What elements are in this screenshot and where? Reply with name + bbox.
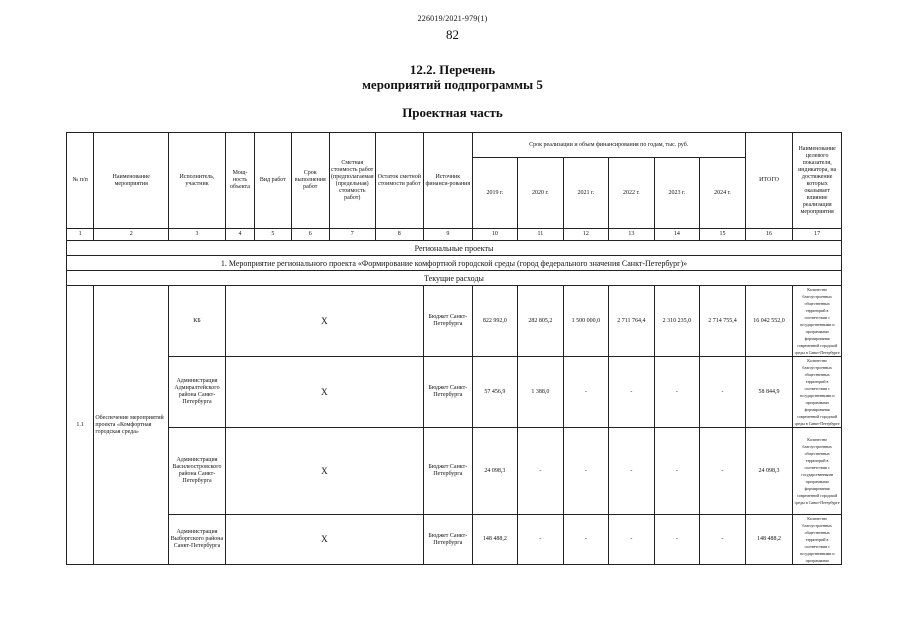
row-value-2021: 1 500 000,0 xyxy=(563,286,609,357)
row-indicator: Количество благоустроенных общественных территорий в соответствии с государственными и программами формирования современной городской среды в Санкт-Петербурге xyxy=(794,287,840,355)
row-source: Бюджет Санкт-Петербурга xyxy=(424,515,473,565)
row-value-2023: 2 310 235,0 xyxy=(654,286,700,357)
table-row xyxy=(67,428,842,515)
row-executor: Администрация Выборгского района Санкт-Петербурга xyxy=(169,515,226,565)
row-value-2020: 282 805,2 xyxy=(518,286,564,357)
col-number: 16 xyxy=(745,229,793,241)
row-executor: КБ xyxy=(169,286,226,357)
col-header-2024: 2024 г. xyxy=(700,158,746,229)
col-header-remainder: Остаток сметной стоимости работ xyxy=(375,133,424,229)
col-number: 9 xyxy=(424,229,473,241)
row-source: Бюджет Санкт-Петербурга xyxy=(424,286,473,357)
col-header-work-type: Вид работ xyxy=(255,133,291,229)
row-event-name: Обеспечение мероприятий проекта «Комфортная городская среда» xyxy=(94,286,169,565)
table-row xyxy=(67,286,842,357)
row-indicator: Количество благоустроенных общественных территорий в соответствии с государственными и программами формирования современной городской среды в Санкт-Петербурге xyxy=(794,358,840,426)
col-header-capacity: Мощ-ность объекта xyxy=(225,133,254,229)
row-value-2022: - xyxy=(609,515,655,565)
col-header-2023: 2023 г. xyxy=(654,158,700,229)
page-number: 82 xyxy=(446,27,459,42)
row-value-2024: - xyxy=(700,515,746,565)
row-mark: X xyxy=(225,286,423,357)
section-row-regional xyxy=(67,241,842,256)
col-number: 7 xyxy=(329,229,375,241)
col-number: 12 xyxy=(563,229,609,241)
row-mark: X xyxy=(225,428,423,515)
row-executor: Администрация Адмиралтейского района Санкт-Петербурга xyxy=(169,357,226,428)
table-header-row xyxy=(67,133,842,158)
col-number: 17 xyxy=(793,229,842,241)
row-source: Бюджет Санкт-Петербурга xyxy=(424,428,473,515)
col-number: 5 xyxy=(255,229,291,241)
title-line-1: 12.2. Перечень xyxy=(409,62,496,77)
row-value-2022: 2 711 764,4 xyxy=(609,286,655,357)
col-header-years-group: Срок реализации и объем финансирования по годам, тыс. руб. xyxy=(472,133,745,158)
row-value-2023: - xyxy=(654,515,700,565)
col-header-num: № п/п xyxy=(67,133,94,229)
section-row-current xyxy=(67,271,842,286)
row-indicator: Количество благоустроенных общественных территорий в соответствии с государственными программами формирования современной городской среды в Санкт-Петербурге xyxy=(793,428,842,515)
row-value-2019: 24 098,3 xyxy=(472,428,518,515)
section-current-expenses: Текущие расходы xyxy=(67,271,842,286)
row-value-2022: - xyxy=(609,428,655,515)
col-number: 6 xyxy=(291,229,329,241)
section-subtitle: Проектная часть xyxy=(402,105,503,120)
page-title xyxy=(0,62,905,92)
col-header-total: ИТОГО xyxy=(745,133,793,229)
row-executor: Администрация Василеостровского района Санкт-Петербурга xyxy=(169,428,226,515)
col-header-2019: 2019 г. xyxy=(472,158,518,229)
row-value-2023: - xyxy=(654,428,700,515)
section-regional-projects: Региональные проекты xyxy=(67,241,842,256)
col-number: 15 xyxy=(700,229,746,241)
row-value-2021: - xyxy=(563,515,609,565)
row-total: 58 844,9 xyxy=(745,357,793,428)
col-number: 13 xyxy=(609,229,655,241)
row-value-2020: 1 388,0 xyxy=(518,357,564,428)
row-mark: X xyxy=(225,357,423,428)
col-number: 8 xyxy=(375,229,424,241)
col-header-2020: 2020 г. xyxy=(518,158,564,229)
col-number: 1 xyxy=(67,229,94,241)
row-mark: X xyxy=(225,515,423,565)
col-header-executor: Исполнитель, участник xyxy=(169,133,226,229)
row-total: 16 042 552,0 xyxy=(745,286,793,357)
table-row xyxy=(67,357,842,428)
row-value-2022: - xyxy=(609,357,655,428)
col-number: 11 xyxy=(518,229,564,241)
col-number: 3 xyxy=(169,229,226,241)
col-header-2021: 2021 г. xyxy=(563,158,609,229)
row-source: Бюджет Санкт-Петербурга xyxy=(424,357,473,428)
row-value-2024: - xyxy=(700,428,746,515)
col-number: 4 xyxy=(225,229,254,241)
row-indicator: Количество благоустроенных общественных территорий в соответствии с государственными и программами xyxy=(793,515,842,565)
row-total: 148 488,2 xyxy=(745,515,793,565)
row-total: 24 098,3 xyxy=(745,428,793,515)
document-id: 226019/2021-979(1) xyxy=(417,14,488,23)
title-line-2: мероприятий подпрограммы 5 xyxy=(362,77,543,92)
row-value-2019: 822 992,0 xyxy=(472,286,518,357)
row-value-2021: - xyxy=(563,428,609,515)
col-header-2022: 2022 г. xyxy=(609,158,655,229)
col-header-cost: Сметная стоимость работ (предполагаемая (предельная) стоимость работ) xyxy=(329,133,375,229)
events-table xyxy=(66,132,842,565)
row-value-2023: - xyxy=(654,357,700,428)
col-number: 10 xyxy=(472,229,518,241)
row-number: 1.1 xyxy=(67,286,94,565)
col-number: 2 xyxy=(94,229,169,241)
row-value-2020: - xyxy=(518,515,564,565)
col-header-name: Наименование мероприятия xyxy=(94,133,169,229)
col-header-period: Срок выполнения работ xyxy=(291,133,329,229)
col-header-source: Источник финанси-рования xyxy=(424,133,473,229)
row-value-2024: - xyxy=(700,357,746,428)
row-value-2024: 2 714 755,4 xyxy=(700,286,746,357)
col-number: 14 xyxy=(654,229,700,241)
section-row-event xyxy=(67,256,842,271)
section-event-title: 1. Мероприятие регионального проекта «Формирование комфортной городской среды (город федерального значения Санкт-Петербург)» xyxy=(67,256,842,271)
col-header-indicator: Наименование целевого показателя, индикатора, на достижение которых оказывает влияние реализация мероприятия xyxy=(793,133,842,229)
row-value-2020: - xyxy=(518,428,564,515)
row-value-2021: - xyxy=(563,357,609,428)
table-row xyxy=(67,515,842,565)
row-value-2019: 57 456,9 xyxy=(472,357,518,428)
row-value-2019: 148 488,2 xyxy=(472,515,518,565)
column-number-row xyxy=(67,229,842,241)
